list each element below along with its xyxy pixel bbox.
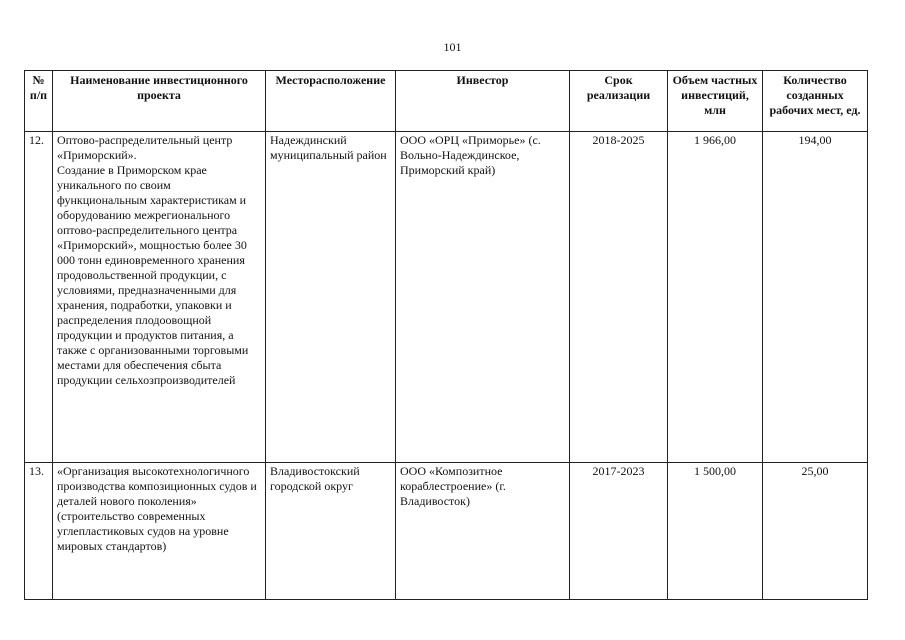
row-term: 2018-2025	[570, 132, 668, 463]
header-num: № п/п	[25, 71, 53, 132]
row-volume: 1 500,00	[668, 463, 763, 600]
row-volume: 1 966,00	[668, 132, 763, 463]
header-jobs: Количество созданных рабочих мест, ед.	[763, 71, 868, 132]
row-project-name: «Организация высокотехнологичного производства композиционных судов и деталей нового поколения» (строительство современных углепластиковых судов на уровне мировых стандартов)	[53, 463, 266, 600]
header-volume: Объем частных инвестиций, млн	[668, 71, 763, 132]
row-jobs: 25,00	[763, 463, 868, 600]
investment-projects-table	[24, 70, 868, 600]
row-num: 12.	[25, 132, 53, 463]
header-name: Наименование инвестиционного проекта	[53, 71, 266, 132]
table-header-row	[25, 71, 868, 132]
header-investor: Инвестор	[396, 71, 570, 132]
header-term: Срок реализации	[570, 71, 668, 132]
table-row	[25, 463, 868, 600]
page-number: 101	[443, 40, 462, 54]
row-location: Надеждинский муниципальный район	[266, 132, 396, 463]
row-jobs: 194,00	[763, 132, 868, 463]
header-location: Месторасположение	[266, 71, 396, 132]
row-project-name: Оптово-распределительный центр «Приморский». Создание в Приморском крае уникального по своим функциональным характеристикам и оборудованию межрегионального оптово-распределительного центра «Приморский», мощностью более 30 000 тонн единовременного хранения продовольственной продукции, с условиями, предназначенными для хранения, подработки, упаковки и распределения плодоовощной продукции и продуктов питания, а также с организованными торговыми местами для обеспечения сбыта продукции сельхозпроизводителей	[53, 132, 266, 463]
row-investor: ООО «ОРЦ «Приморье» (с. Вольно-Надеждинское, Приморский край)	[396, 132, 570, 463]
table-row	[25, 132, 868, 463]
row-location: Владивостокский городской округ	[266, 463, 396, 600]
row-num: 13.	[25, 463, 53, 600]
row-investor: ООО «Композитное кораблестроение» (г. Владивосток)	[396, 463, 570, 600]
row-term: 2017-2023	[570, 463, 668, 600]
